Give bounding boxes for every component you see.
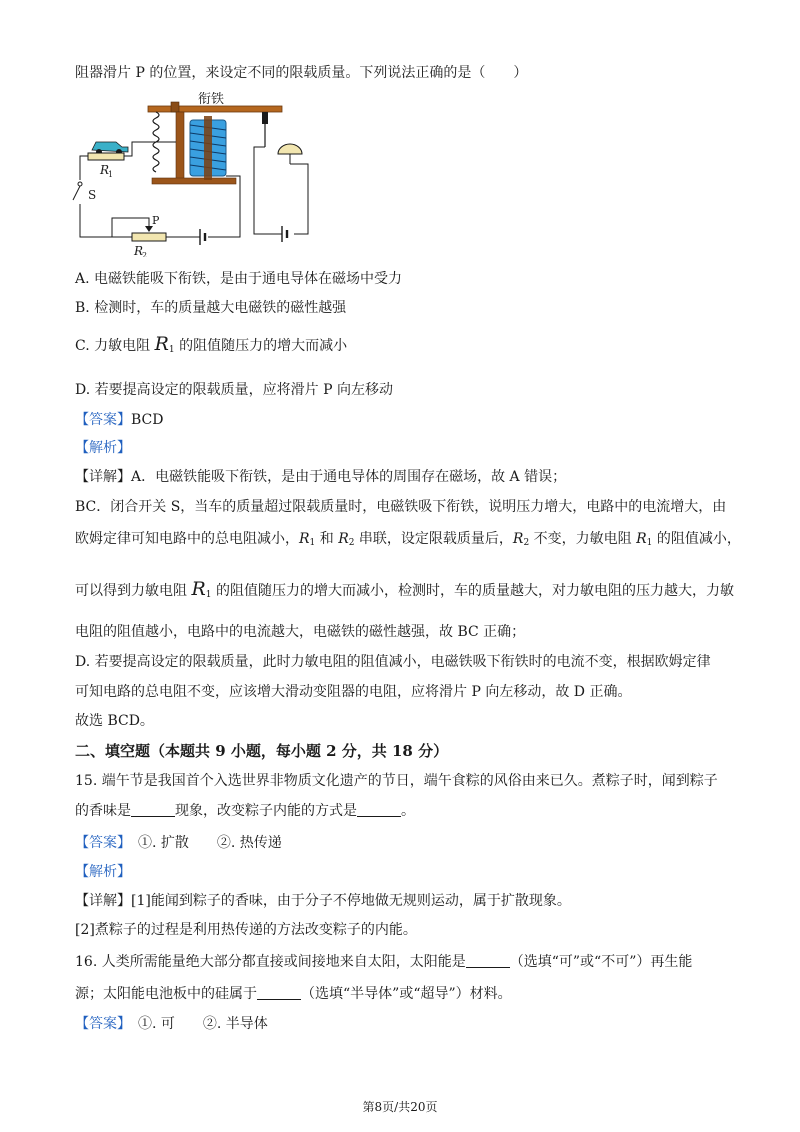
analysis-tag: 【解析】	[75, 440, 131, 456]
q14-d-line2: 可知电路的总电阻不变，应该增大滑动变阻器的电阻，应将滑片 P 向左移动，故 D 正确。	[75, 684, 632, 700]
q16-line2: 源；太阳能电池板中的硅属于 （选填“半导体”或“超导”）材料。	[75, 986, 512, 1002]
coil-core	[204, 116, 212, 180]
r1-resistor	[88, 153, 124, 160]
r1-label: R	[100, 163, 110, 177]
r2-sub: 2	[142, 251, 148, 257]
q15-answer: 【答案】 ①. 扩散 ②. 热传递	[75, 835, 282, 851]
q14-d-line1: D. 若要提高设定的限载质量，此时力敏电阻的阻值减小，电磁铁吸下衔铁时的电流不变，根据欧姆定律	[75, 654, 711, 670]
q14-detail-a: 【详解】A．电磁铁能吸下衔铁，是由于通电导体的周围存在磁场，故 A 错误；	[75, 469, 567, 485]
core-frame-left	[176, 112, 184, 182]
answer-tag: 【答案】	[75, 412, 131, 428]
page-footer: 第8页/共20页	[362, 1100, 438, 1114]
armature-pivot	[171, 102, 179, 112]
blank-2	[357, 802, 401, 817]
q15-detail1: 【详解】[1]能闻到粽子的香味，由于分子不停地做无规则运动，属于扩散现象。	[75, 893, 571, 909]
q14-intro: 阻器滑片 P 的位置，来设定不同的限载质量。下列说法正确的是（ ）	[75, 65, 528, 81]
option-a: A. 电磁铁能吸下衔铁，是由于通电导体在磁场中受力	[75, 271, 403, 287]
answer-tag: 【答案】	[75, 835, 124, 851]
armature-label: 衔铁	[198, 92, 225, 107]
answer-tag: 【答案】	[75, 1016, 124, 1032]
circuit-diagram	[72, 92, 322, 257]
q15-analysis	[75, 862, 131, 882]
r2-label: R	[134, 244, 144, 257]
q14-bc-line3: 可以得到力敏电阻 $R_1$ 的阻值随压力的增大而减小，检测时，车的质量越大，对力敏电阻的压力越大，力敏	[75, 578, 734, 600]
detail-tag: 【详解】	[75, 893, 131, 909]
analysis-tag: 【解析】	[75, 864, 131, 880]
q14-analysis	[75, 438, 131, 458]
r2-rheostat	[132, 233, 166, 241]
option-b: B. 检测时，车的质量越大电磁铁的磁性越强	[75, 300, 347, 316]
switch-label: S	[88, 188, 97, 202]
blank-1	[131, 802, 175, 817]
contact	[262, 112, 268, 124]
q15-line2: 的香味是 现象，改变粽子内能的方式是 。	[75, 803, 415, 819]
section-title: 二、填空题（本题共 9 小题，每小题 2 分，共 18 分）	[75, 742, 449, 760]
blank-4	[257, 985, 301, 1000]
detail-tag: 【详解】	[75, 469, 131, 485]
q15-detail2: [2]煮粽子的过程是利用热传递的方法改变粽子的内能。	[75, 922, 417, 938]
q14-answer: 【答案】BCD	[75, 412, 164, 428]
q16-line1: 16. 人类所需能量绝大部分都直接或间接地来自太阳，太阳能是 （选填“可”或“不可”）再生能	[75, 954, 693, 970]
q15-line1: 15. 端午节是我国首个入选世界非物质文化遗产的节日，端午食粽的风俗由来已久。煮粽子时，闻到粽子	[75, 773, 718, 789]
bell-icon	[278, 144, 302, 154]
q14-bc-line1: BC．闭合开关 S，当车的质量超过限载质量时，电磁铁吸下衔铁，说明压力增大，电路中的电流增大，由	[75, 499, 727, 515]
blank-3	[466, 953, 510, 968]
q14-conclusion: 故选 BCD。	[75, 713, 154, 729]
q16-answer: 【答案】 ①. 可 ②. 半导体	[75, 1016, 268, 1032]
switch	[73, 186, 80, 200]
r1-sub: 1	[108, 170, 114, 179]
q14-bc-line4: 电阻的阻值越小，电路中的电流越大，电磁铁的磁性越强，故 BC 正确；	[75, 624, 526, 640]
q14-bc-line2: 欧姆定律可知电路中的总电阻减小，$R_1$ 和 $R_2$ 串联，设定限载质量后，$R_2$ 不变，力敏电阻 $R_1$ 的阻值减小，	[75, 531, 741, 548]
core-base	[152, 178, 236, 184]
slider-label: P	[152, 214, 160, 227]
option-c: C. 力敏电阻 $R_1$ 的阻值随压力的增大而减小	[75, 333, 348, 355]
option-d: D. 若要提高设定的限载质量，应将滑片 P 向左移动	[75, 382, 393, 398]
